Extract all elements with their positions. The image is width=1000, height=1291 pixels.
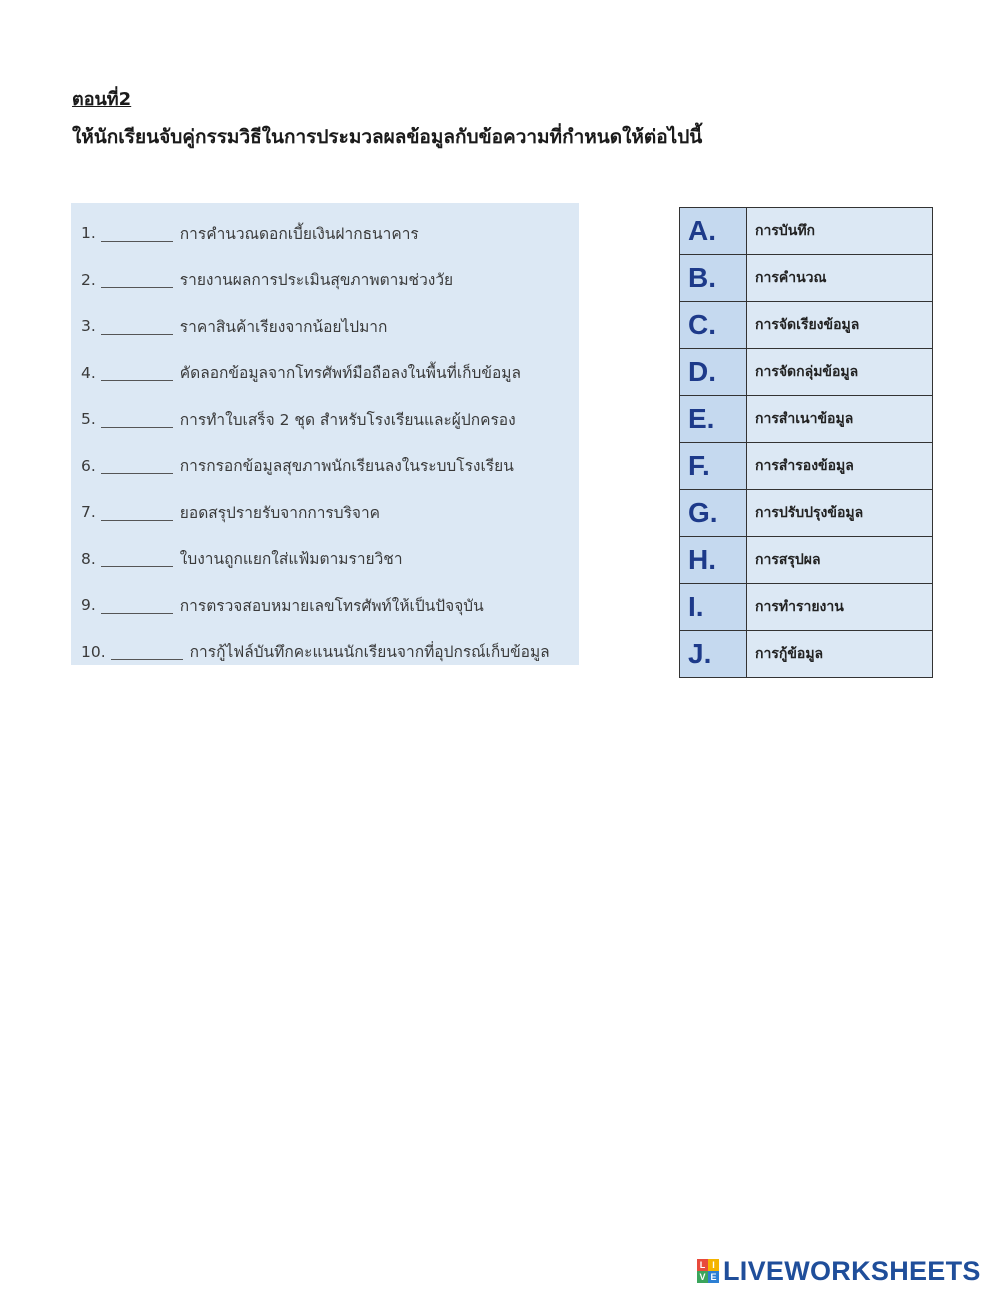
section-title: ตอนที่2	[72, 89, 132, 110]
option-row	[680, 584, 933, 631]
option-text: การสำรองข้อมูล	[747, 443, 933, 490]
answer-blank-5[interactable]	[101, 411, 173, 428]
question-row	[71, 350, 579, 397]
badge-letter: V	[697, 1271, 708, 1283]
option-row	[680, 396, 933, 443]
option-row	[680, 490, 933, 537]
option-letter: B.	[680, 255, 747, 302]
liveworksheets-logo	[697, 1255, 981, 1287]
question-number: 4.	[81, 363, 96, 382]
question-row	[71, 396, 579, 443]
question-row	[71, 303, 579, 350]
option-text: การปรับปรุงข้อมูล	[747, 490, 933, 537]
option-letter: I.	[680, 584, 747, 631]
answer-blank-3[interactable]	[101, 318, 173, 335]
question-number: 9.	[81, 596, 96, 615]
question-number: 6.	[81, 456, 96, 475]
option-text: การกู้ข้อมูล	[747, 631, 933, 678]
option-text: การคำนวณ	[747, 255, 933, 302]
option-letter: G.	[680, 490, 747, 537]
question-text: การกู้ไฟล์บันทึกคะแนนนักเรียนจากที่อุปกรณ์เก็บข้อมูล	[189, 643, 550, 662]
question-number: 1.	[81, 224, 96, 243]
questions-panel	[71, 203, 579, 665]
answer-blank-10[interactable]	[111, 643, 183, 660]
question-text: รายงานผลการประเมินสุขภาพตามช่วงวัย	[179, 271, 454, 290]
question-text: การตรวจสอบหมายเลขโทรศัพท์ให้เป็นปัจจุบัน	[179, 596, 484, 615]
question-text: ใบงานถูกแยกใส่แฟ้มตามรายวิชา	[179, 550, 403, 569]
question-row	[71, 257, 579, 304]
question-number: 5.	[81, 410, 96, 429]
question-text: การกรอกข้อมูลสุขภาพนักเรียนลงในระบบโรงเรียน	[179, 457, 514, 476]
question-text: ราคาสินค้าเรียงจากน้อยไปมาก	[179, 317, 388, 336]
question-text: คัดลอกข้อมูลจากโทรศัพท์มือถือลงในพื้นที่เก็บข้อมูล	[179, 364, 521, 383]
option-letter: E.	[680, 396, 747, 443]
instruction: ให้นักเรียนจับคู่กรรมวิธีในการประมวลผลข้อมูลกับข้อความที่กำหนดให้ต่อไปนี้	[72, 126, 703, 148]
answer-blank-9[interactable]	[101, 597, 173, 614]
options-table	[679, 207, 933, 678]
answer-blank-6[interactable]	[101, 457, 173, 474]
question-text: ยอดสรุปรายรับจากการบริจาค	[179, 503, 381, 522]
question-row	[71, 443, 579, 490]
badge-letter: E	[708, 1271, 719, 1283]
option-row	[680, 631, 933, 678]
answer-blank-8[interactable]	[101, 550, 173, 567]
question-row	[71, 582, 579, 629]
answer-blank-2[interactable]	[101, 271, 173, 288]
option-text: การจัดกลุ่มข้อมูล	[747, 349, 933, 396]
option-text: การทำรายงาน	[747, 584, 933, 631]
option-text: การสำเนาข้อมูล	[747, 396, 933, 443]
option-letter: H.	[680, 537, 747, 584]
logo-text: LIVEWORKSHEETS	[723, 1255, 981, 1286]
question-number: 8.	[81, 549, 96, 568]
option-row	[680, 208, 933, 255]
option-letter: C.	[680, 302, 747, 349]
answer-blank-1[interactable]	[101, 225, 173, 242]
question-text: การคำนวณดอกเบี้ยเงินฝากธนาคาร	[179, 224, 419, 243]
option-letter: A.	[680, 208, 747, 255]
option-text: การจัดเรียงข้อมูล	[747, 302, 933, 349]
option-row	[680, 537, 933, 584]
badge-letter: L	[697, 1259, 708, 1271]
option-letter: J.	[680, 631, 747, 678]
badge-letter: I	[708, 1259, 719, 1271]
question-text: การทำใบเสร็จ 2 ชุด สำหรับโรงเรียนและผู้ปกครอง	[179, 410, 516, 429]
live-badge-icon	[697, 1259, 719, 1283]
question-number: 10.	[81, 642, 106, 661]
question-row	[71, 536, 579, 583]
option-text: การสรุปผล	[747, 537, 933, 584]
option-row	[680, 349, 933, 396]
question-row	[71, 489, 579, 536]
option-letter: F.	[680, 443, 747, 490]
question-row	[71, 629, 579, 676]
answer-blank-4[interactable]	[101, 364, 173, 381]
option-row	[680, 302, 933, 349]
option-row	[680, 255, 933, 302]
question-number: 3.	[81, 317, 96, 336]
option-row	[680, 443, 933, 490]
question-number: 7.	[81, 503, 96, 522]
option-text: การบันทึก	[747, 208, 933, 255]
option-letter: D.	[680, 349, 747, 396]
question-number: 2.	[81, 270, 96, 289]
question-row	[71, 210, 579, 257]
answer-blank-7[interactable]	[101, 504, 173, 521]
